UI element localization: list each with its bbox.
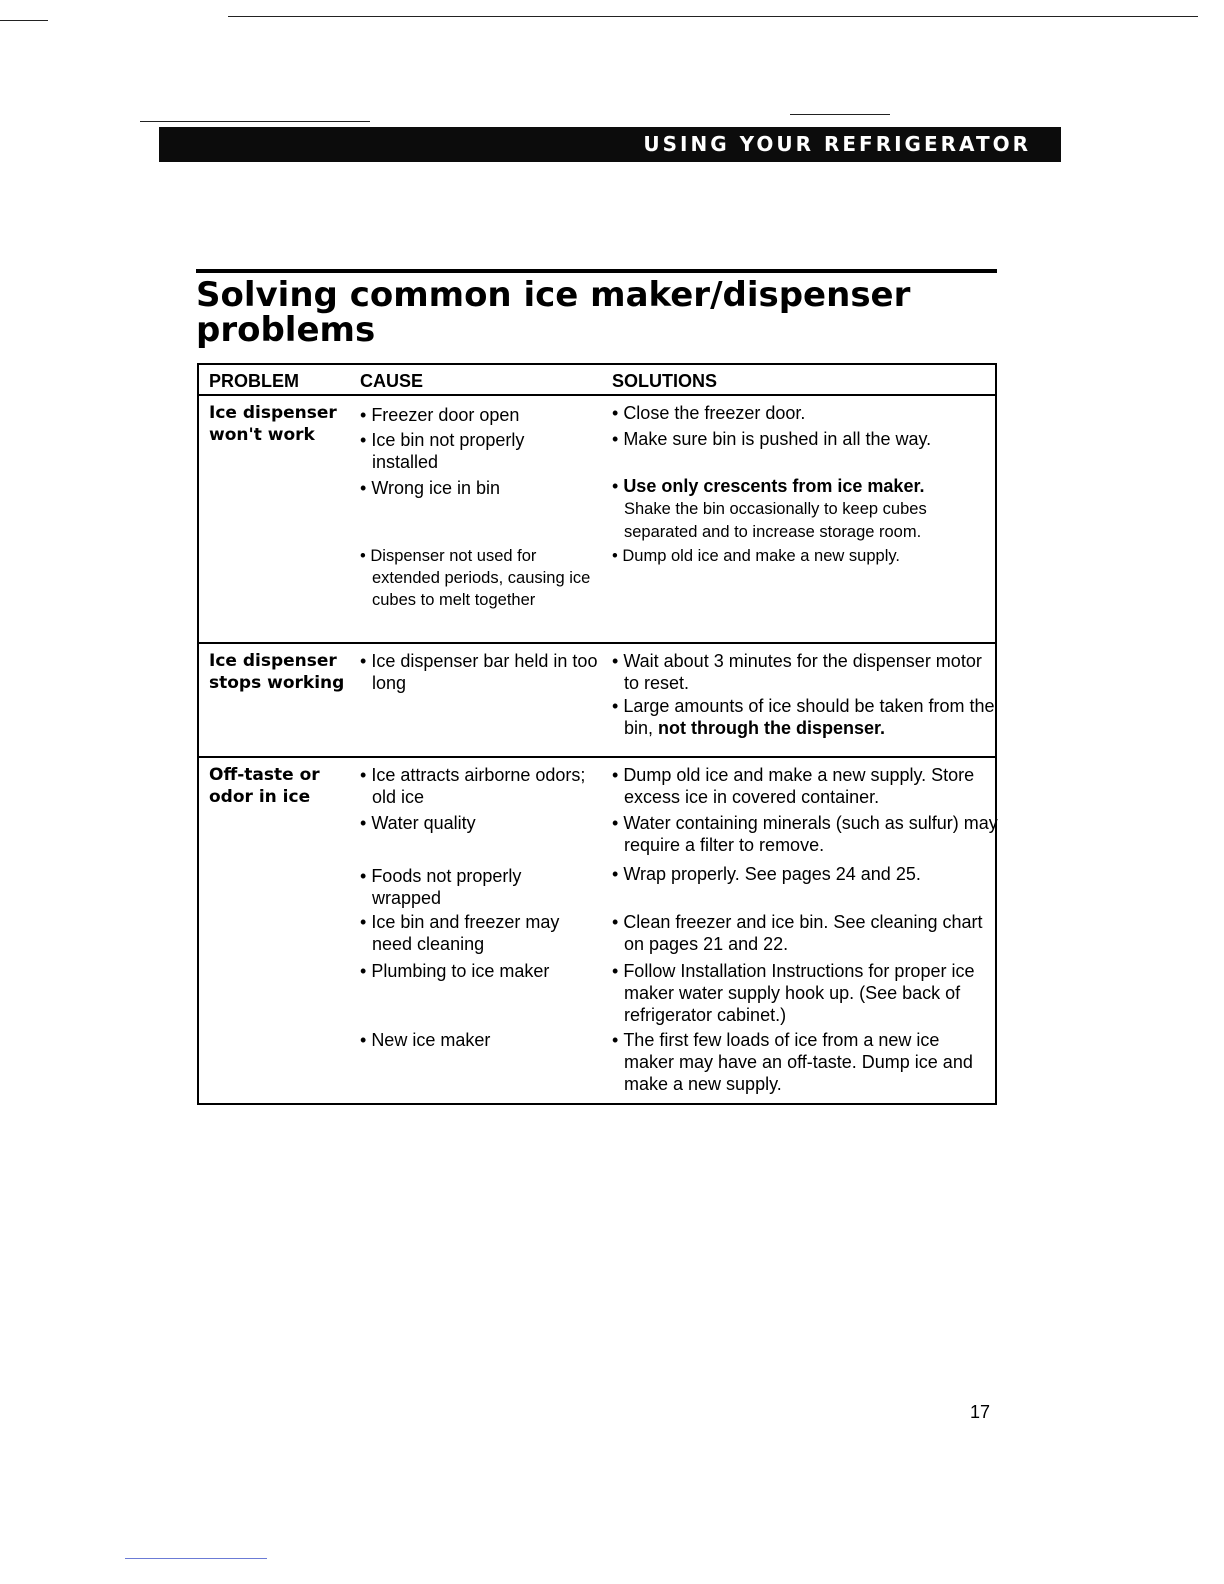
solution-item: • Clean freezer and ice bin. See cleaning chart on pages 21 and 22. [612,911,999,955]
problem-ice-dispenser-wont-work: Ice dispenser won't work [209,403,337,445]
solution-item: • The first few loads of ice from a new ice maker may have an off-taste. Dump ice and make a new supply. [612,1029,989,1095]
problem-off-taste-or-odor: Off-taste or odor in ice [209,765,320,807]
cause-item: • Plumbing to ice maker [360,960,602,982]
problem-ice-dispenser-stops-working: Ice dispenser stops working [209,651,345,693]
solution-item: • Water containing minerals (such as sulfur) may require a filter to remove. [612,812,1004,856]
cause-item: • Ice dispenser bar held in too long [360,650,602,694]
solution-item: • Wait about 3 minutes for the dispenser motor to reset. [612,650,999,694]
header-scan-line-right [790,114,890,115]
cause-item: • New ice maker [360,1029,602,1051]
row-divider [199,756,995,758]
solution-item: • Dump old ice and make a new supply. Store excess ice in covered container. [612,764,984,808]
top-scan-line [228,16,1198,17]
header-divider [199,394,995,396]
page-title: Solving common ice maker/dispenser problems [196,275,911,350]
solution-item: • Large amounts of ice should be taken from the bin, not through the dispenser. [612,695,1004,739]
troubleshooting-table [197,363,997,1105]
row-divider [199,642,995,644]
section-label: USING YOUR REFRIGERATOR [643,132,1031,156]
cause-item: • Freezer door open [360,404,602,426]
solution-item: • Dump old ice and make a new supply. [612,545,999,567]
bottom-scan-line [125,1558,267,1559]
solution-item: • Make sure bin is pushed in all the way. [612,428,999,450]
section-header-bar [159,127,1061,162]
cause-item: • Ice bin not properly installed [360,429,572,473]
header-scan-line [140,121,370,122]
solution-item: • Wrap properly. See pages 24 and 25. [612,863,1004,885]
cause-item: • Ice bin and freezer may need cleaning [360,911,602,955]
solution-item: • Use only crescents from ice maker. Shake the bin occasionally to keep cubes separated and to increase storage room. [612,475,999,543]
header-cause: CAUSE [360,371,424,391]
solution-item: • Close the freezer door. [612,402,999,424]
top-left-scan-mark [0,20,48,21]
solution-item: • Follow Installation Instructions for proper ice maker water supply hook up. (See back of refrigerator cabinet.) [612,960,999,1026]
header-problem: PROBLEM [209,371,299,391]
title-rule [196,269,997,273]
cause-item: • Foods not properly wrapped [360,865,572,909]
cause-item: • Water quality [360,812,602,834]
cause-item: • Dispenser not used for extended periods, causing ice cubes to melt together [360,545,592,611]
cause-item: • Wrong ice in bin [360,477,602,499]
header-solutions: SOLUTIONS [612,371,718,391]
cause-item: • Ice attracts airborne odors; old ice [360,764,592,808]
page-number: 17 [970,1402,991,1422]
